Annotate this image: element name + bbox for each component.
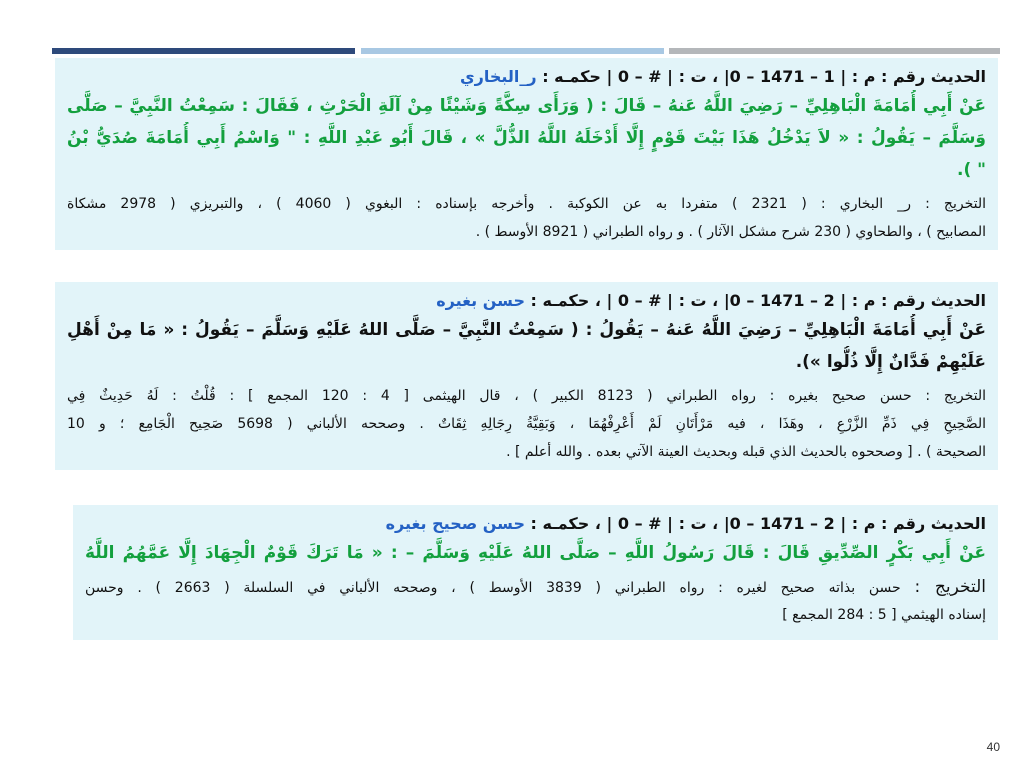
takhrij-line <box>67 382 986 410</box>
hadith-text-line: " ). <box>956 160 986 180</box>
hadith-card-1 <box>55 58 998 250</box>
takhrij-label: التخريج : <box>925 196 986 212</box>
takhrij-line <box>85 573 986 601</box>
takhrij-text: حسن بذاته صحيح لغيره : رواه الطبراني ( 3839 الأوسط ) ، وصححه الألباني في السلسلة ( 2663 ) . وحسن <box>85 580 901 596</box>
takhrij-line: الصحيحة ) . [ وصححوه بالحديث الذي قبله وبحديث العينة الآتي بعده . والله أعلم ] . <box>506 444 986 460</box>
hadith-text-line: عَلَيْهِمْ فَدَّانٌ إِلَّا ذُلُّوا »). <box>795 352 986 372</box>
hadith-card-2 <box>55 282 998 470</box>
takhrij-section <box>85 573 986 629</box>
takhrij-label: التخريج : <box>914 577 986 597</box>
hadith-header <box>67 288 986 314</box>
hadith-reference: الحديث رقم : م : | 2 – 1471 – 0| ، ت : | # – 0 | ، حكمـه : <box>530 514 986 533</box>
title-bar-segment-dark <box>52 48 355 54</box>
hadith-text-line: عَنْ أَبِي بَكْرٍ الصِّدِّيقِ قَالَ : قَالَ رَسُولُ اللَّهِ – صَلَّى اللهُ عَلَيْهِ وَسَلَّمَ – : « مَا تَرَكَ قَوْمٌ الْجِهَادَ إِلَّا عَمَّهُمُ اللَّهُ <box>85 543 986 563</box>
hadith-ruling: حسن بغيره <box>436 291 525 310</box>
hadith-text-line: عَنْ أَبِي أُمَامَةَ الْبَاهِلِيِّ – رَضِيَ اللَّهُ عَنهُ – يَقُولُ : ( سَمِعْتُ النَّبِيَّ – صَلَّى اللهُ عَلَيْهِ وَسَلَّمَ – يَقُولُ : « مَا مِنْ أَهْلِ <box>67 320 986 340</box>
hadith-reference: الحديث رقم : م : | 1 – 1471 – 0| ، ت : | # – 0 | حكمـه : <box>542 67 986 86</box>
hadith-ruling: ر_البخاري <box>459 67 537 86</box>
takhrij-line: الصَّحِيحِ فِي ذَمِّ الزَّرْعِ ، وهَذَا ، فيه مَرْأَتَانِ لَمْ أَعْرِفْهُمَا ، وَبَقِيَّةُ رِجَالِهِ ثِقَاتٌ . وصححه الألباني ( 5698 صَحِيح الْجَامِع ؛ و 10 <box>67 416 986 432</box>
hadith-header <box>67 64 986 90</box>
takhrij-text: ر_ البخاري : ( 2321 ) متفردا به عن الكوكبة . وأخرجه بإسناده : البغوي ( 4060 ) ، والتبريزي ( 2978 مشكاة <box>67 196 911 212</box>
hadith-text-line: عَنْ أَبِي أُمَامَةَ الْبَاهِلِيِّ – رَضِيَ اللَّهُ عَنهُ – قَالَ : ( وَرَأَى سِكَّةً وَشَيْئًا مِنْ آلَةِ الْحَرْثِ ، فَقَالَ : سَمِعْتُ النَّبِيَّ – صَلَّى <box>67 96 986 116</box>
hadith-reference: الحديث رقم : م : | 2 – 1471 – 0| ، ت : | # – 0 | ، حكمـه : <box>530 291 986 310</box>
hadith-text-line: وَسَلَّمَ – يَقُولُ : « لاَ يَدْخُلُ هَذَا بَيْتَ قَوْمٍ إِلَّا أَدْخَلَهُ اللَّهُ الذُّلَّ » ، قَالَ أَبُو عَبْدِ اللَّهِ : " وَاسْمُ أَبِي أُمَامَةَ صُدَيُّ بْنُ <box>67 128 986 148</box>
takhrij-section <box>67 382 986 466</box>
takhrij-label: التخريج : <box>925 388 986 404</box>
title-bar-segment-light <box>361 48 664 54</box>
hadith-header <box>85 511 986 537</box>
takhrij-text: حسن صحيح بغيره : رواه الطبراني ( 8123 الكبير ) ، قال الهيثمى [ 4 : 120 المجمع ] : قُلْتُ : لَهُ حَدِيثٌ فِي <box>67 388 912 404</box>
page-number: 40 <box>986 740 1000 754</box>
takhrij-section <box>67 190 986 246</box>
hadith-ruling: حسن صحيح بغيره <box>385 514 525 533</box>
hadith-card-3 <box>73 505 998 640</box>
takhrij-line <box>67 190 986 218</box>
takhrij-line: المصابيح ) ، والطحاوي ( 230 شرح مشكل الآثار ) . و رواه الطبراني ( 8921 الأوسط ) . <box>475 224 986 240</box>
title-bar-segment-gray <box>669 48 1000 54</box>
takhrij-line: إسناده الهيثمي [ 5 : 284 المجمع ] <box>782 607 986 623</box>
